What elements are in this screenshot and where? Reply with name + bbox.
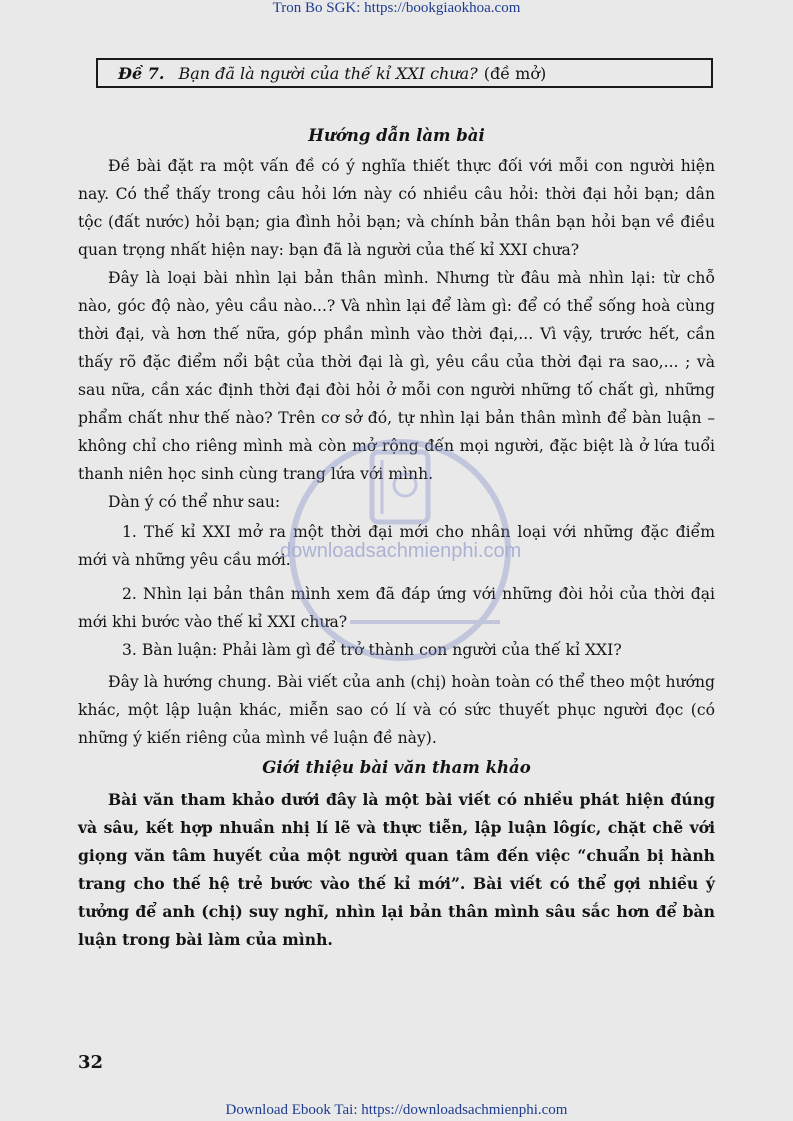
guide-heading: Hướng dẫn làm bài <box>308 126 485 145</box>
page-number: 32 <box>78 1052 104 1073</box>
outline-item-2: 2. Nhìn lại bản thân mình xem đã đáp ứng với những đòi hỏi của thời đại mới khi bước vào thế kỉ XXI chưa? <box>78 585 715 631</box>
watermark-text: downloadsachmienphi.com <box>280 540 522 562</box>
outline-intro: Dàn ý có thể như sau: <box>108 493 281 511</box>
exercise-title-box <box>96 58 713 88</box>
outline-item-1: 1. Thế kỉ XXI mở ra một thời đại mới cho nhân loại với những đặc điểm mới và những yêu cầu mới. <box>78 523 715 569</box>
exercise-question: Bạn đã là người của thế kỉ XXI chưa? <box>178 63 478 83</box>
exercise-number: Đề 7. <box>118 63 165 83</box>
guide-paragraph-2: Đây là loại bài nhìn lại bản thân mình. Nhưng từ đâu mà nhìn lại: từ chỗ nào, góc độ nào, yêu cầu nào...? Và nhìn lại để làm gì: để có thể sống hoà cùng thời đại, và hơn thế nữa, góp phần mình vào thời đại,... Vì vậy, trước hết, cần thấy rõ đặc điểm nổi bật của thời đại là gì, yêu cầu của thời đại ra sao,... ; và sau nữa, cần xác định thời đại đòi hỏi ở mỗi con người những tố chất gì, những phẩm chất như thế nào? Trên cơ sở đó, tự nhìn lại bản thân mình để bàn luận – không chỉ cho riêng mình mà còn mở rộng đến mọi người, đặc biệt là ở lứa tuổi thanh niên học sinh cùng trang lứa với mình. <box>78 269 715 483</box>
guide-paragraph-1: Đề bài đặt ra một vấn đề có ý nghĩa thiết thực đối với mỗi con người hiện nay. Có thể thấy trong câu hỏi lớn này có nhiều câu hỏi: thời đại hỏi bạn; dân tộc (đất nước) hỏi bạn; gia đình hỏi bạn; và chính bản thân bạn hỏi bạn về điều quan trọng nhất hiện nay: bạn đã là người của thế kỉ XXI chưa? <box>78 157 715 259</box>
reference-paragraph: Bài văn tham khảo dưới đây là một bài viết có nhiều phát hiện đúng và sâu, kết hợp nhuần nhị lí lẽ và thực tiễn, lập luận lôgíc, chặt chẽ với giọng văn tâm huyết của một người quan tâm đến việc “chuẩn bị hành trang cho thế hệ trẻ bước vào thế kỉ mới”. Bài viết có thể gợi nhiều ý tưởng để anh (chị) suy nghĩ, nhìn lại bản thân mình sâu sắc hơn để bàn luận trong bài làm của mình. <box>78 790 715 949</box>
guide-closing: Đây là hướng chung. Bài viết của anh (chị) hoàn toàn có thể theo một hướng khác, một lập luận khác, miễn sao có lí và có sức thuyết phục người đọc (có những ý kiến riêng của mình về luận đề này). <box>78 673 715 747</box>
footer-link[interactable]: Download Ebook Tai: https://downloadsachmienphi.com <box>225 1102 568 1118</box>
exercise-note: (đề mở) <box>483 63 547 83</box>
outline-item-3: 3. Bàn luận: Phải làm gì để trở thành con người của thế kỉ XXI? <box>122 641 622 659</box>
reference-heading: Giới thiệu bài văn tham khảo <box>262 758 531 777</box>
header-link[interactable]: Tron Bo SGK: https://bookgiaokhoa.com <box>272 0 521 16</box>
